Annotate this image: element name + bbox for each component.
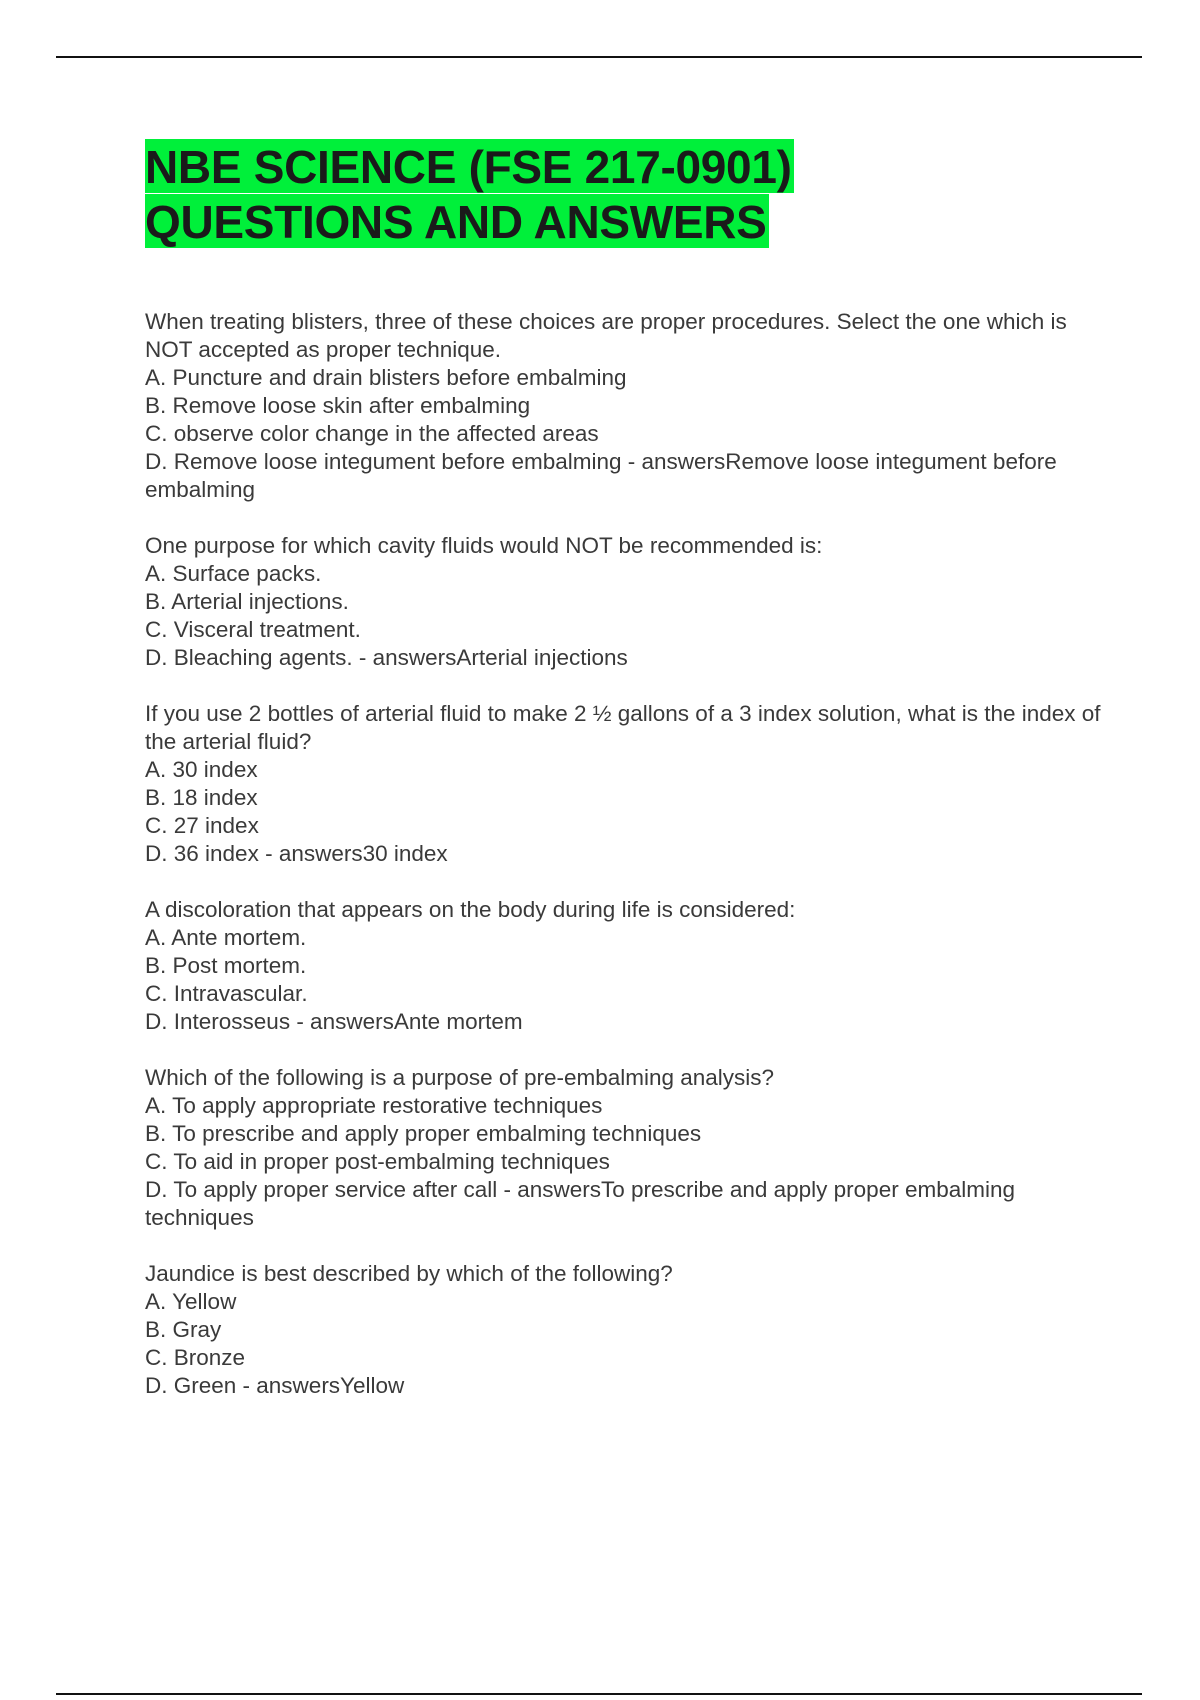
option-a: A. Surface packs. — [145, 561, 322, 586]
question-text: A discoloration that appears on the body during life is considered: — [145, 897, 796, 922]
question-text: One purpose for which cavity fluids would NOT be recommended is: — [145, 533, 823, 558]
top-rule — [56, 56, 1142, 58]
page-title — [145, 140, 1105, 250]
question-text: Which of the following is a purpose of pre-embalming analysis? — [145, 1065, 775, 1090]
option-c: C. To aid in proper post-embalming techniques — [145, 1149, 610, 1174]
question-block — [145, 1260, 1105, 1400]
option-d-with-answer: D. Bleaching agents. - answersArterial injections — [145, 645, 628, 670]
option-b: B. Gray — [145, 1317, 222, 1342]
option-d-with-answer: D. To apply proper service after call - answersTo prescribe and apply proper embalming techniques — [145, 1177, 1015, 1230]
option-c: C. Visceral treatment. — [145, 617, 361, 642]
title-line-1: NBE SCIENCE (FSE 217-0901) — [145, 141, 792, 193]
option-d-with-answer: D. 36 index - answers30 index — [145, 841, 448, 866]
option-a: A. Yellow — [145, 1289, 237, 1314]
question-text: When treating blisters, three of these choices are proper procedures. Select the one which is NOT accepted as proper technique. — [145, 309, 1067, 362]
option-d-with-answer: D. Interosseus - answersAnte mortem — [145, 1009, 523, 1034]
question-block — [145, 308, 1105, 504]
question-block — [145, 1064, 1105, 1232]
option-a: A. To apply appropriate restorative techniques — [145, 1093, 603, 1118]
option-d-with-answer: D. Remove loose integument before embalming - answersRemove loose integument before embalming — [145, 449, 1057, 502]
question-text: If you use 2 bottles of arterial fluid to make 2 ½ gallons of a 3 index solution, what is the index of the arterial fluid? — [145, 701, 1101, 754]
option-b: B. 18 index — [145, 785, 258, 810]
option-c: C. 27 index — [145, 813, 259, 838]
option-b: B. Post mortem. — [145, 953, 307, 978]
question-block — [145, 532, 1105, 672]
question-text: Jaundice is best described by which of the following? — [145, 1261, 673, 1286]
bottom-rule — [56, 1693, 1142, 1695]
question-block — [145, 700, 1105, 868]
option-b: B. Remove loose skin after embalming — [145, 393, 531, 418]
document-body — [145, 140, 1105, 1428]
option-d-with-answer: D. Green - answersYellow — [145, 1373, 405, 1398]
option-c: C. observe color change in the affected areas — [145, 421, 599, 446]
question-block — [145, 896, 1105, 1036]
option-b: B. To prescribe and apply proper embalming techniques — [145, 1121, 702, 1146]
option-c: C. Intravascular. — [145, 981, 308, 1006]
question-list — [145, 308, 1105, 1400]
title-line-2: QUESTIONS AND ANSWERS — [145, 196, 767, 248]
option-a: A. Ante mortem. — [145, 925, 307, 950]
option-c: C. Bronze — [145, 1345, 246, 1370]
option-a: A. Puncture and drain blisters before embalming — [145, 365, 627, 390]
option-a: A. 30 index — [145, 757, 258, 782]
option-b: B. Arterial injections. — [145, 589, 349, 614]
